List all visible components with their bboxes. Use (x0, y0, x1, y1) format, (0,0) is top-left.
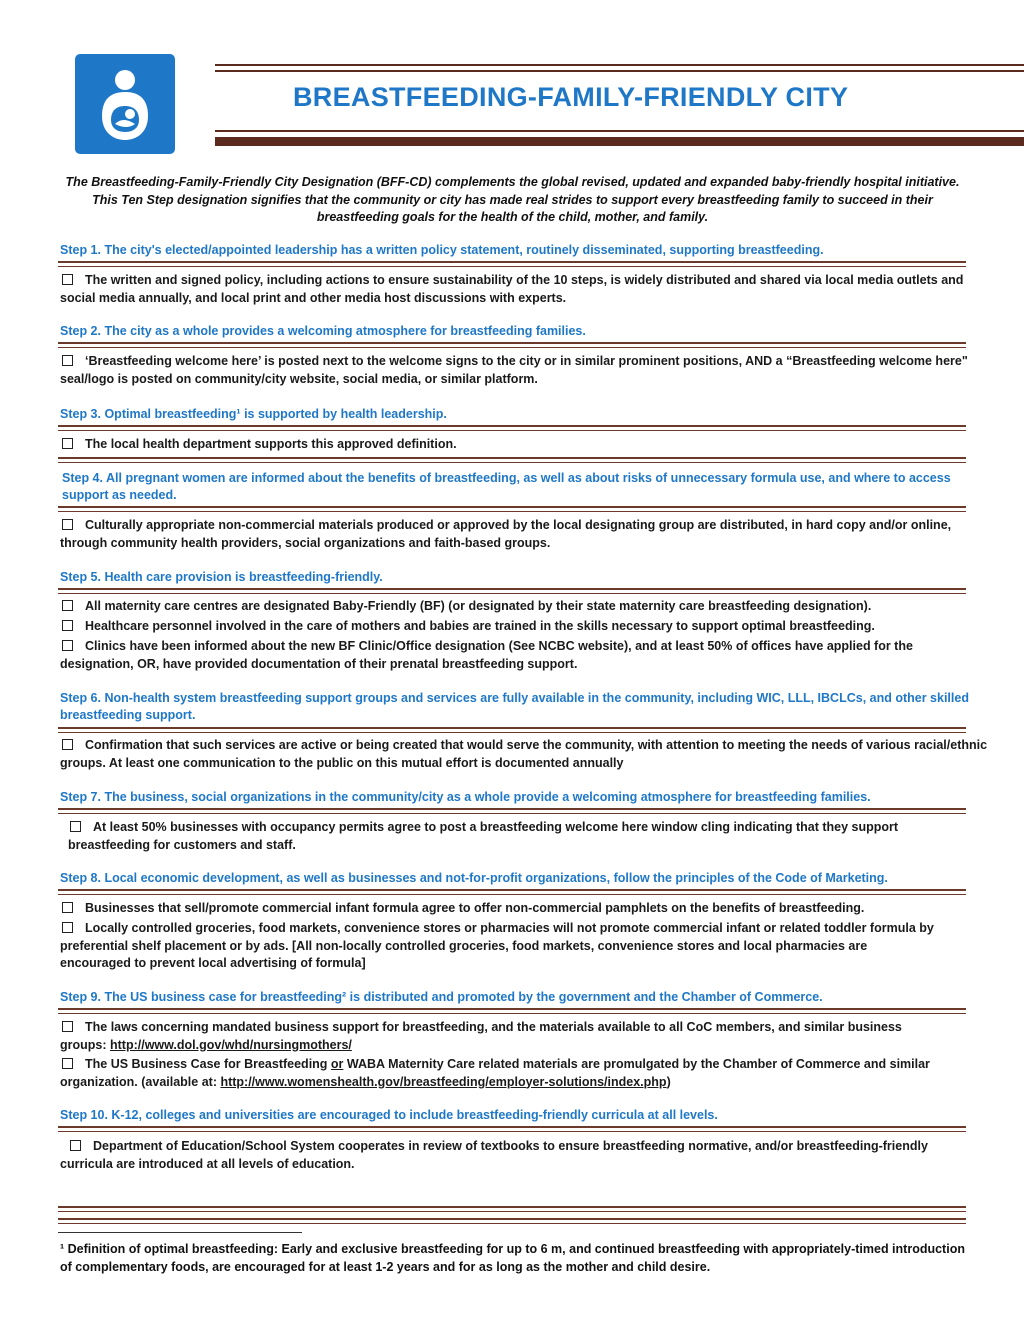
divider (58, 727, 966, 733)
header-rule-top-2 (215, 70, 1024, 72)
step-1-heading: Step 1. The city's elected/appointed leadership has a written policy statement, routinely disseminated, supporting breastfeeding. (60, 243, 824, 257)
bottom-divider (58, 1206, 966, 1212)
breastfeeding-mother-child-icon (75, 54, 175, 154)
step-8-heading: Step 8. Local economic development, as well as businesses and not-for-profit organizations, follow the principles of the Code of Marketing. (60, 871, 888, 885)
step-9-item-2 (60, 1056, 940, 1091)
step-7-item-1 (68, 819, 968, 854)
step-1-item-1 (60, 272, 990, 307)
item-text: All maternity care centres are designated Baby-Friendly (BF) (or designated by their state maternity care breastfeeding designation). (85, 599, 872, 613)
divider (58, 808, 966, 814)
divider (58, 1126, 966, 1132)
divider (58, 506, 966, 512)
checkbox[interactable] (62, 438, 73, 449)
step-5-heading: Step 5. Health care provision is breastfeeding-friendly. (60, 570, 383, 584)
divider (58, 889, 966, 895)
step-3-heading: Step 3. Optimal breastfeeding¹ is supported by health leadership. (60, 407, 447, 421)
checkbox[interactable] (62, 640, 73, 651)
item-text: Locally controlled groceries, food markets, convenience stores or pharmacies will not promote commercial infant or related toddler formula by preferential shelf placement or by ads. [All non-locally controlled groceries, food markets, convenience stores and local pharmacies are encouraged to prevent local advertising of formula] (60, 921, 934, 970)
item-text: Culturally appropriate non-commercial materials produced or approved by the local designating group are distributed, in hard copy and/or online, through community health providers, social organizations and faith-based groups. (60, 518, 952, 550)
step-6-item-1 (60, 737, 990, 772)
page-title: BREASTFEEDING-FAMILY-FRIENDLY CITY (293, 82, 849, 112)
step-8-item-1 (60, 900, 990, 918)
item-text: Healthcare personnel involved in the care of mothers and babies are trained in the skills necessary to support optimal breastfeeding. (85, 619, 875, 633)
item-text: ‘Breastfeeding welcome here’ is posted next to the welcome signs to the city or in similar prominent positions, AND a “Breastfeeding welcome here" seal/logo is posted on community/city website, social media, or similar platform. (60, 354, 968, 386)
step-5-item-1 (60, 598, 990, 616)
footnote: ¹ Definition of optimal breastfeeding: Early and exclusive breastfeeding for up to 6 m, and continued breastfeeding with appropriately-timed introduction of complementary foods, are encouraged for at least 1-2 years and for as long as the mother and child desire. (60, 1242, 965, 1274)
item-text: Businesses that sell/promote commercial infant formula agree to offer non-commercial pamphlets on the benefits of breastfeeding. (85, 901, 865, 915)
step-5-item-3 (60, 638, 990, 673)
checkbox[interactable] (62, 902, 73, 913)
header-rule-bottom (215, 130, 1024, 132)
divider (58, 457, 966, 463)
checkbox[interactable] (62, 1058, 73, 1069)
item-text: Confirmation that such services are active or being created that would serve the community, with attention to meeting the needs of various racial/ethnic groups. At least one communication to the public on this mutual effort is documented annually (60, 738, 988, 770)
header-rule-bottom-2 (215, 137, 1024, 146)
bottom-divider-2 (58, 1218, 966, 1224)
step-2-item-1 (60, 353, 990, 388)
or-underlined: or (330, 1057, 344, 1071)
step-3-item-1 (60, 436, 990, 454)
step-6-heading: Step 6. Non-health system breastfeeding support groups and services are fully available in the community, including WIC, LLL, IBCLCs, and other skilled breastfeeding support. (60, 691, 969, 722)
step-2-heading: Step 2. The city as a whole provides a welcoming atmosphere for breastfeeding families. (60, 324, 586, 338)
item-text: The written and signed policy, including actions to ensure sustainability of the 10 steps, is widely distributed and shared via local media outlets and social media annually, and local print and other media host discussions with experts. (60, 273, 964, 305)
checkbox[interactable] (62, 922, 73, 933)
item-text: WABA Maternity Care related materials are promulgated by the Chamber of Commerce and similar organization. (available at: (60, 1057, 930, 1089)
intro-paragraph: The Breastfeeding-Family-Friendly City Designation (BFF-CD) complements the global revised, updated and expanded baby-friendly hospital initiative. This Ten Step designation signifies that the community or city has made real strides to support every breastfeeding family to succeed in their breastfeeding goals for the health of the child, mother, and family. (65, 175, 960, 224)
checkbox[interactable] (62, 1021, 73, 1032)
step-5-item-2 (60, 618, 990, 636)
step-7-heading: Step 7. The business, social organizations in the community/city as a whole provide a welcoming atmosphere for breastfeeding families. (60, 790, 871, 804)
item-text: At least 50% businesses with occupancy permits agree to post a breastfeeding welcome here window cling indicating that they support breastfeeding for customers and staff. (68, 820, 899, 852)
checkbox[interactable] (62, 355, 73, 366)
womenshealth-employer-solutions-link[interactable]: http://www.womenshealth.gov/breastfeeding/employer-solutions/index.php (220, 1074, 667, 1089)
item-text: Department of Education/School System cooperates in review of textbooks to ensure breastfeeding normative, and/or breastfeeding-friendly curricula are introduced at all levels of education. (60, 1139, 928, 1171)
divider (58, 261, 966, 267)
footnote-rule (58, 1232, 302, 1233)
item-text: The local health department supports this approved definition. (85, 437, 457, 451)
checkbox[interactable] (62, 600, 73, 611)
checkbox[interactable] (62, 739, 73, 750)
divider (58, 1008, 966, 1014)
item-text: The laws concerning mandated business support for breastfeeding, and the materials available to all CoC members, and similar business groups: (60, 1020, 902, 1052)
step-8-item-2 (60, 920, 940, 973)
divider (58, 342, 966, 348)
step-4-item-1 (60, 517, 990, 552)
step-10-item-1 (60, 1138, 960, 1173)
checkbox[interactable] (70, 821, 81, 832)
item-text: The US Business Case for Breastfeeding (85, 1057, 331, 1071)
divider (58, 425, 966, 431)
item-text: ) (666, 1074, 671, 1089)
checkbox[interactable] (62, 274, 73, 285)
checkbox[interactable] (62, 519, 73, 530)
checkbox[interactable] (62, 620, 73, 631)
checkbox[interactable] (70, 1140, 81, 1151)
step-9-heading: Step 9. The US business case for breastfeeding² is distributed and promoted by the government and the Chamber of Commerce. (60, 990, 823, 1004)
divider (58, 588, 966, 594)
item-text: Clinics have been informed about the new BF Clinic/Office designation (See NCBC website), and at least 50% of offices have applied for the designation, OR, have provided documentation of their prenatal breastfeeding support. (60, 639, 913, 671)
dol-nursing-mothers-link[interactable]: http://www.dol.gov/whd/nursingmothers/ (110, 1037, 352, 1052)
step-9-item-1 (60, 1019, 940, 1054)
step-4-heading: Step 4. All pregnant women are informed about the benefits of breastfeeding, as well as about risks of unnecessary formula use, and where to access support as needed. (62, 471, 951, 502)
step-10-heading: Step 10. K-12, colleges and universities are encouraged to include breastfeeding-friendly curricula at all levels. (60, 1108, 718, 1122)
header-rule-top (215, 64, 1024, 66)
logo (75, 54, 175, 154)
